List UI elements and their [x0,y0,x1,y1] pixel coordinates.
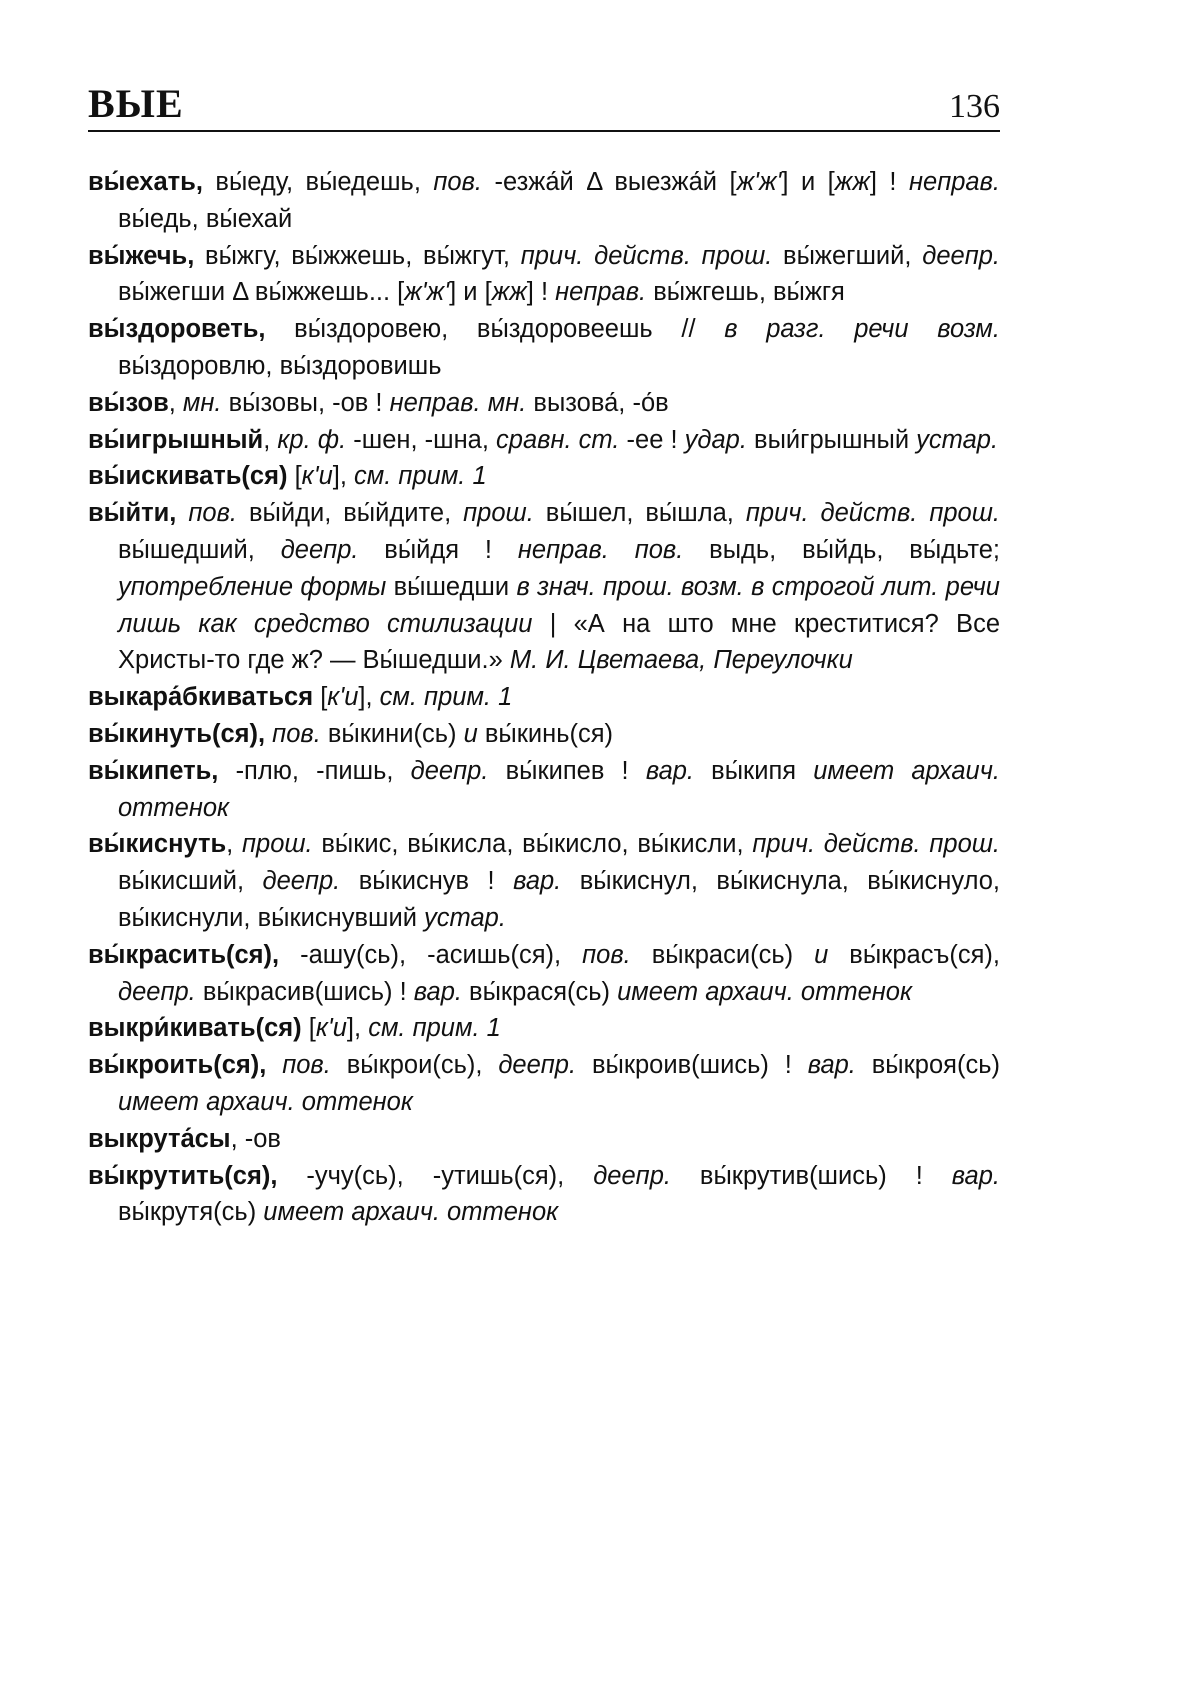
entry-text: вы́красив(шись) ! [195,977,414,1006]
label-italic: деепр. [280,535,359,564]
entry-text: вы́йдя ! [358,535,518,564]
entry-text: , [263,425,278,454]
entry-text: ] и [ [449,278,492,307]
dictionary-entry [88,1158,1000,1232]
label-italic: удар. [684,425,747,454]
label-italic: см. прим. 1 [368,1014,501,1043]
entry-text: вы́крутив(шись) ! [670,1161,952,1190]
entry-text: вы́киснул, вы́киснула, вы́киснуло, вы́киснули, вы́киснувший [118,867,1000,932]
entry-text: [ [308,1014,316,1043]
dictionary-entry [88,753,1000,827]
label-italic: устар. [916,425,999,454]
headword: вы́киснуть [88,830,227,859]
entry-text: вы́кипев ! [488,756,646,785]
label-italic: вар. [645,756,695,785]
entry-text: | «А на што мне креститися? Все Христы-то где ж? — Вы́шедши.» [118,609,1001,675]
dictionary-entry [88,311,1000,385]
headword: вы́крутить(ся), [88,1161,307,1190]
headword: вы́йти, [88,499,189,528]
label-italic: имеет архаич. оттенок [263,1198,559,1227]
entry-text: вы́кини(сь) [320,719,464,748]
dictionary-entry [88,422,1000,459]
entry-text: вы́еду, вы́едешь, [215,168,434,196]
entry-text: -плю, -пишь, [235,756,411,785]
label-italic: пов. [188,499,237,528]
label-italic: деепр. [410,756,489,785]
label-italic: и [463,719,478,748]
dictionary-entry [88,1010,1000,1047]
entry-text: выдь, вы́йдь, вы́дьте; [683,535,1000,564]
label-italic: мн. [182,388,222,417]
label-italic: в разг. речи возм. [724,315,1000,344]
entry-text: ] ! [869,168,909,196]
headword: выкрута́сы [88,1124,231,1153]
headword: вы́жечь, [88,241,206,270]
label-italic: кр. ф. [277,425,347,454]
entry-text: -езжа́й Δ выезжа́й [ [482,168,737,196]
headword: вы́кипеть, [88,756,236,785]
entry-text: ], [346,1014,369,1043]
headword: вы́кинуть(ся), [88,719,273,748]
label-italic: употребление формы [118,572,387,601]
label-italic: пов. [433,168,482,196]
entry-text: вы́кроя(сь) [855,1051,1000,1080]
dictionary-entry [88,238,1000,312]
dictionary-entry [88,385,1000,422]
entry-text: вы́киснув ! [340,867,514,896]
entry-text: -шен, -шна, [346,425,497,454]
headword: вы́зов [88,388,169,417]
label-italic: вар. [807,1051,856,1080]
dictionary-entries [88,164,1000,1231]
label-italic: и [814,940,829,969]
entry-text: , -ов [230,1124,281,1153]
entry-text: вызова́, -о́в [526,388,669,417]
entry-text: вы́кипя [694,756,814,785]
entry-text: ], [332,462,355,491]
headword: вы́красить(ся), [88,940,301,969]
headword: вы́здороветь, [88,315,295,344]
entry-text: вы́красъ(ся), [828,940,1001,969]
label-italic: ж'ж' [404,278,450,307]
entry-text: , [168,388,183,417]
entry-text: вы́кинь(ся) [477,719,614,748]
entry-text: вы́здоровлю, вы́здоровишь [118,351,442,380]
dictionary-entry [88,826,1000,936]
dictionary-entry [88,1121,1000,1158]
headword: вы́игрышный [88,425,264,454]
entry-text: вы́шедший, [118,535,281,564]
label-italic: к'и [301,462,333,491]
label-italic: деепр. [498,1051,577,1080]
entry-text: вы́шел, вы́шла, [533,499,746,528]
label-italic: неправ. [555,278,647,307]
entry-text: вы́здоровею, вы́здоровеешь // [294,315,725,344]
entry-text: вы́жегши Δ вы́жжешь... [ [118,278,405,307]
label-italic: см. прим. 1 [379,683,513,712]
label-italic: сравн. ст. [496,425,620,454]
entry-text: вы́жегший, [772,241,923,270]
entry-text: вы́йди, вы́йдите, [236,499,464,528]
entry-text: вы́зовы, -ов ! [221,388,390,417]
label-italic: жж [834,168,870,196]
page-header [88,72,1000,132]
headword: выкара́бкиваться [88,683,321,712]
entry-text: -ее ! [619,425,685,454]
label-italic: прош. [463,499,534,528]
entry-text: , [226,830,242,859]
entry-text: -учу(сь), -утишь(ся), [306,1161,594,1190]
label-italic: к'и [327,683,359,712]
dictionary-entry [88,495,1000,679]
label-italic: неправ. пов. [517,535,684,564]
headword: вы́ехать, [88,168,216,196]
headword: выкри́кивать(ся) [88,1014,309,1043]
label-italic: устар. [424,903,506,932]
entry-text: вы́краси(сь) [630,940,815,969]
entry-text: вы́кис, вы́кисла, вы́кисло, вы́кисли, [312,830,753,859]
label-italic: пов. [272,719,321,748]
headword: вы́искивать(ся) [88,462,295,491]
entry-text: вы́кроив(шись) ! [576,1051,808,1080]
entry-text: вы́крася(сь) [461,977,618,1006]
dictionary-page [88,72,1000,1231]
entry-text: вы́едь, вы́ехай [118,204,293,233]
label-italic: имеет архаич. оттенок [118,1087,413,1116]
label-italic: неправ. мн. [389,388,527,417]
label-italic: неправ. [909,168,1001,196]
label-italic: вар. [413,977,462,1006]
entry-text: выи́грышный [746,425,917,454]
entry-text: [ [294,462,302,491]
label-italic: прош. [241,830,313,859]
label-italic: вар. [951,1161,1000,1190]
entry-text: -ашу(сь), -асишь(ся), [300,940,583,969]
label-italic: прич. действ. прош. [752,830,1001,859]
entry-text: [ [320,683,328,712]
label-italic: прич. действ. прош. [520,241,773,270]
label-italic: М. И. Цветаева, Переулочки [509,646,853,675]
label-italic: имеет архаич. оттенок [617,977,913,1006]
running-head: ВЫЕ [88,81,184,126]
label-italic: прич. действ. прош. [745,499,1000,528]
label-italic: деепр. [118,977,196,1006]
headword: вы́кроить(ся), [88,1051,283,1080]
entry-text: ] и [ [781,168,835,196]
label-italic: см. прим. 1 [354,462,487,491]
label-italic: к'и [315,1014,347,1043]
label-italic: деепр. [922,241,1000,270]
label-italic: пов. [582,940,631,969]
label-italic: жж [491,278,527,307]
entry-text: вы́шедши [386,572,517,601]
label-italic: имеет архаич. оттенок [118,756,1001,822]
entry-text: вы́крои(сь), [330,1051,499,1080]
entry-text: вы́жгу, вы́жжешь, вы́жгут, [205,241,521,270]
entry-text: вы́жгешь, вы́жгя [646,278,845,307]
dictionary-entry [88,1047,1000,1121]
label-italic: ж'ж' [736,168,782,196]
entry-text: вы́крутя(сь) [118,1198,264,1227]
dictionary-entry [88,458,1000,495]
dictionary-entry [88,937,1000,1011]
label-italic: пов. [282,1051,331,1080]
dictionary-entry [88,679,1000,716]
label-italic: деепр. [593,1161,671,1190]
entry-text: ], [358,683,380,712]
dictionary-entry [88,716,1000,753]
entry-text: ] ! [526,278,556,307]
label-italic: деепр. [262,867,341,896]
dictionary-entry [88,164,1000,238]
label-italic: вар. [513,867,562,896]
page-number: 136 [949,88,1000,125]
label-italic: в знач. прош. возм. в строгой лит. речи лишь как средство стилизации [118,572,1000,638]
entry-text: вы́кисший, [118,867,263,896]
